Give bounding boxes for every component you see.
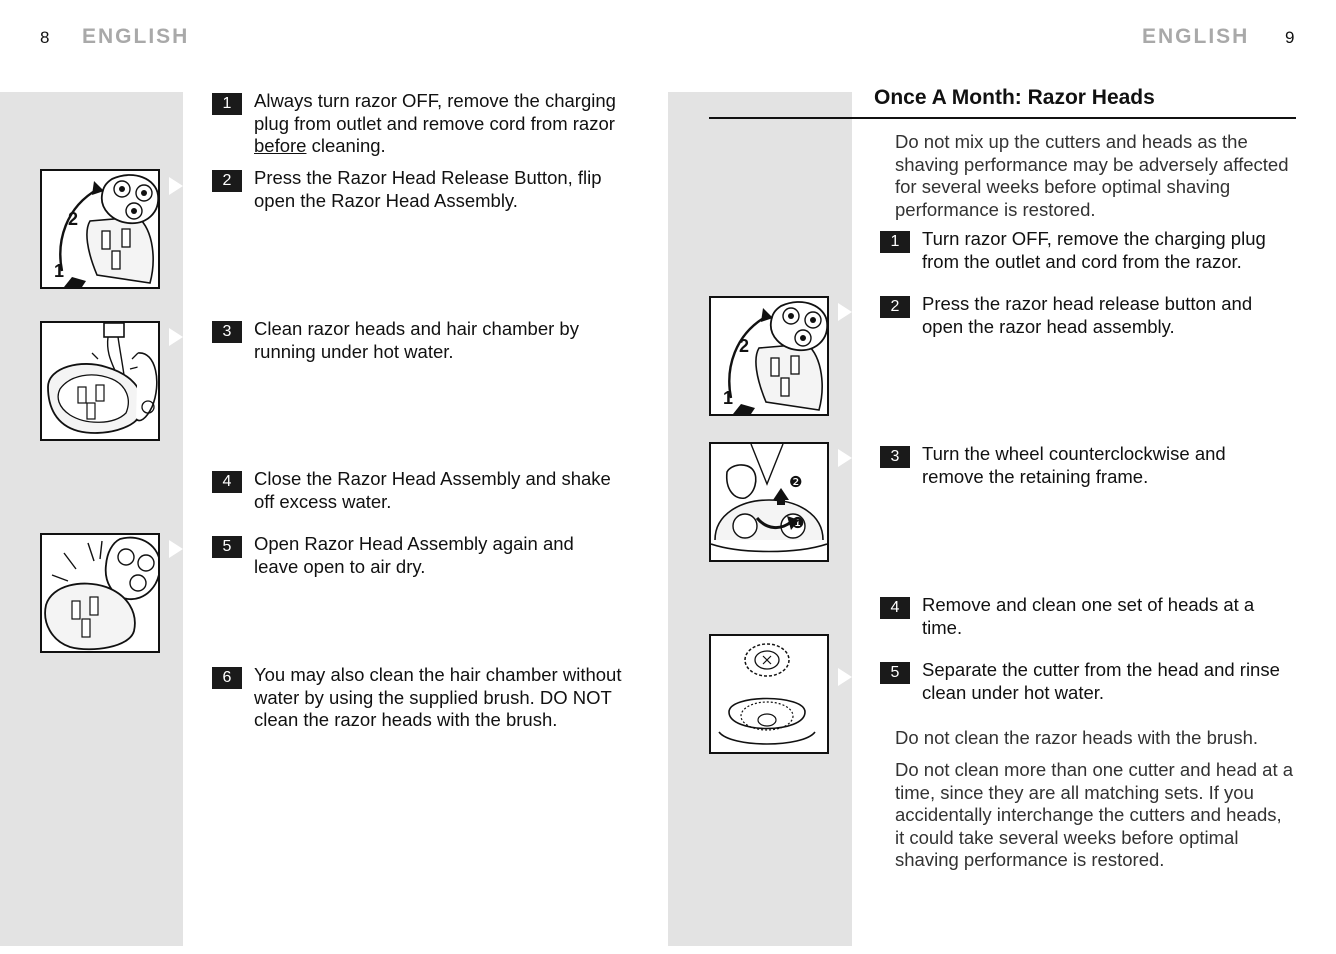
step-number: 3	[212, 321, 242, 343]
step-number: 6	[212, 667, 242, 689]
step-number: 1	[212, 93, 242, 115]
section-heading: Once A Month: Razor Heads	[874, 86, 1155, 109]
cutter-and-head-figure	[709, 634, 829, 754]
left-language-header: ENGLISH	[82, 25, 190, 48]
razor-open-head-icon	[42, 171, 158, 287]
heading-rule	[709, 117, 1296, 119]
figure-pointer	[838, 668, 852, 686]
step-text: Turn the wheel counterclockwise and remove the retaining frame.	[922, 443, 1226, 487]
step-text: Close the Razor Head Assembly and shake off excess water.	[254, 468, 611, 512]
step-number: 4	[880, 597, 910, 619]
step-number: 2	[212, 170, 242, 192]
step-text: Separate the cutter from the head and rinse clean under hot water.	[922, 659, 1280, 703]
note-matching-sets: Do not clean more than one cutter and head at a time, since they are all matching sets. If you accidentally interchange the cutters and heads, it could take several weeks before optimal shaving performance is restored.	[895, 759, 1294, 870]
right-language-header: ENGLISH	[1142, 25, 1250, 48]
figure-label-1: ❶	[791, 514, 805, 532]
figure-pointer	[838, 303, 852, 321]
step-text: Press the razor head release button and open the razor head assembly.	[922, 293, 1253, 337]
cutter-and-head-icon	[711, 636, 827, 752]
step-text: Press the Razor Head Release Button, flip open the Razor Head Assembly.	[254, 167, 602, 211]
razor-open-head-figure	[40, 169, 160, 289]
note-brush: Do not clean the razor heads with the brush.	[895, 727, 1259, 748]
underlined-word: before	[254, 135, 307, 156]
figure-pointer	[169, 540, 183, 558]
figure-label-1: 1	[723, 388, 734, 408]
figure-pointer	[169, 177, 183, 195]
razor-rinse-water-icon	[42, 323, 158, 439]
step-text: You may also clean the hair chamber without water by using the supplied brush. DO NOT clean the razor heads with the brush.	[254, 664, 622, 730]
right-page-number: 9	[1285, 28, 1295, 47]
figure-label-2: ❷	[789, 473, 803, 491]
step-text: Turn razor OFF, remove the charging plug from the outlet and cord from the razor.	[922, 228, 1266, 272]
figure-pointer	[838, 449, 852, 467]
step-text: Remove and clean one set of heads at a time.	[922, 594, 1255, 638]
intro-paragraph: Do not mix up the cutters and heads as the shaving performance may be adversely affected for several weeks before optimal shaving performance is restored.	[895, 131, 1289, 220]
figure-pointer	[169, 328, 183, 346]
step-number: 2	[880, 296, 910, 318]
step-number: 5	[212, 536, 242, 558]
razor-air-dry-icon	[42, 535, 158, 651]
razor-open-head-figure	[709, 296, 829, 416]
retaining-frame-wheel-icon	[711, 444, 827, 560]
step-text: Clean razor heads and hair chamber by running under hot water.	[254, 318, 579, 362]
razor-air-dry-figure	[40, 533, 160, 653]
left-page-number: 8	[40, 28, 50, 47]
retaining-frame-figure	[709, 442, 829, 562]
razor-rinse-figure	[40, 321, 160, 441]
step-text: Open Razor Head Assembly again and leave open to air dry.	[254, 533, 574, 577]
figure-label-2: 2	[68, 209, 79, 229]
step-number: 4	[212, 471, 242, 493]
step-number: 5	[880, 662, 910, 684]
step-number: 1	[880, 231, 910, 253]
figure-label-2: 2	[739, 336, 750, 356]
step-number: 3	[880, 446, 910, 468]
step-text: Always turn razor OFF, remove the charging plug from outlet and remove cord from razor before cleaning.	[254, 90, 616, 156]
razor-open-head-icon	[711, 298, 827, 414]
figure-label-1: 1	[54, 261, 65, 281]
